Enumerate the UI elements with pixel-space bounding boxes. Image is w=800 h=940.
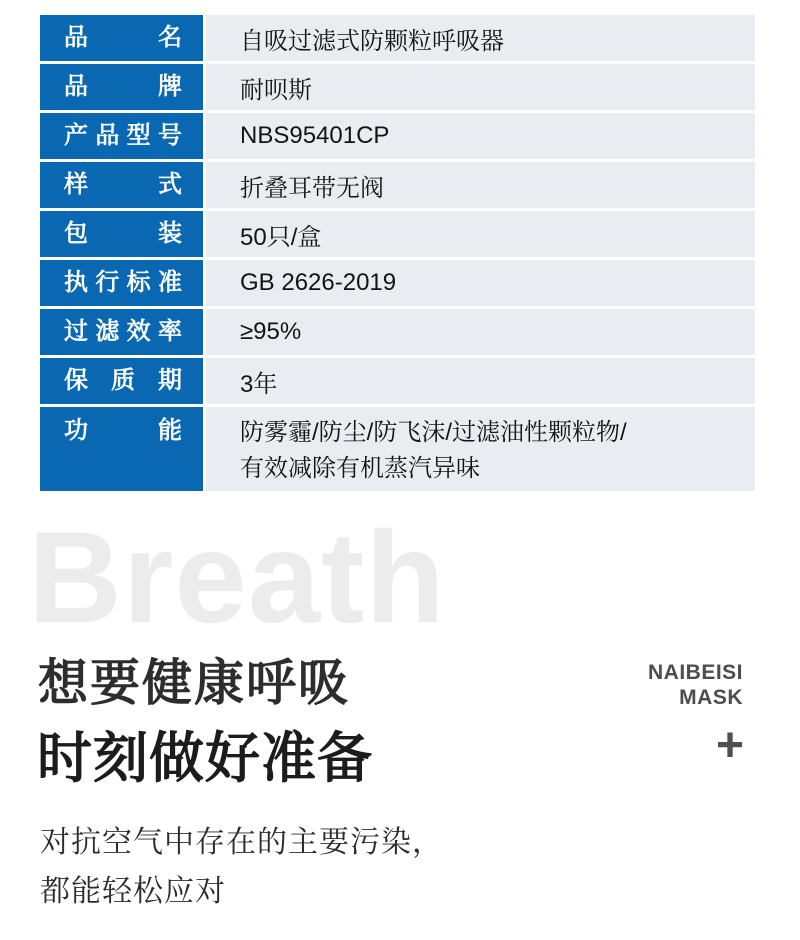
spec-value: 耐呗斯 bbox=[240, 76, 312, 104]
spec-label: 包装 bbox=[64, 219, 183, 247]
spec-label: 功能 bbox=[64, 417, 183, 444]
spec-label: 品牌 bbox=[64, 72, 183, 100]
hero-subtext-line1: 对抗空气中存在的主要污染， bbox=[40, 826, 443, 859]
spec-label-cell bbox=[40, 260, 203, 306]
spec-row-product-name bbox=[40, 15, 755, 61]
hero-headline-line2: 时刻做好准备 bbox=[37, 727, 374, 789]
spec-label-cell bbox=[40, 358, 203, 404]
spec-label-cell bbox=[40, 407, 203, 491]
spec-value-cell bbox=[206, 113, 755, 159]
spec-label-cell bbox=[40, 211, 203, 257]
spec-value-cell bbox=[206, 260, 755, 306]
spec-value-cell bbox=[206, 309, 755, 355]
spec-label-cell bbox=[40, 64, 203, 110]
spec-value-cell bbox=[206, 64, 755, 110]
spec-value: GB 2626-2019 bbox=[240, 269, 397, 296]
spec-value-cell bbox=[206, 15, 755, 61]
spec-value: 折叠耳带无阀 bbox=[240, 174, 384, 202]
hero-subtext-line2: 都能轻松应对 bbox=[40, 875, 226, 908]
breath-watermark-text: Breath bbox=[28, 504, 446, 650]
spec-label-cell bbox=[40, 162, 203, 208]
spec-row-brand bbox=[40, 64, 755, 110]
spec-value: 50只/盒 bbox=[240, 223, 322, 251]
hero-subtext bbox=[40, 818, 443, 916]
spec-value-cell bbox=[206, 407, 755, 491]
spec-value bbox=[240, 415, 627, 487]
spec-label-cell bbox=[40, 309, 203, 355]
spec-value: 3年 bbox=[240, 370, 278, 398]
spec-label: 样式 bbox=[64, 170, 183, 198]
spec-label: 执行标准 bbox=[64, 268, 183, 296]
spec-label: 保质期 bbox=[64, 366, 183, 394]
spec-value-cell bbox=[206, 162, 755, 208]
spec-value-line-2: 有效减除有机蒸汽异味 bbox=[240, 455, 480, 482]
spec-label: 产品型号 bbox=[64, 121, 183, 149]
spec-row-packaging bbox=[40, 211, 755, 257]
spec-row-function bbox=[40, 407, 755, 491]
spec-label: 过滤效率 bbox=[64, 317, 183, 345]
spec-value: ≥95% bbox=[240, 318, 302, 345]
brand-english-line2: MASK bbox=[679, 686, 743, 709]
spec-value: NBS95401CP bbox=[240, 122, 390, 149]
spec-value-line-1: 防雾霾/防尘/防飞沫/过滤油性颗粒物/ bbox=[240, 419, 627, 446]
spec-row-shelf-life bbox=[40, 358, 755, 404]
spec-label-cell bbox=[40, 113, 203, 159]
spec-value: 自吸过滤式防颗粒呼吸器 bbox=[240, 27, 504, 55]
hero-headline-line1: 想要健康呼吸 bbox=[38, 655, 350, 711]
brand-english-line1: NAIBEISI bbox=[647, 661, 743, 684]
spec-label: 品名 bbox=[64, 23, 183, 51]
spec-table bbox=[40, 15, 755, 494]
spec-row-model bbox=[40, 113, 755, 159]
spec-row-style bbox=[40, 162, 755, 208]
spec-value-cell bbox=[206, 358, 755, 404]
spec-label-cell bbox=[40, 15, 203, 61]
spec-row-standard bbox=[40, 260, 755, 306]
plus-decoration-icon: + bbox=[715, 719, 744, 772]
spec-row-filtration bbox=[40, 309, 755, 355]
spec-value-cell bbox=[206, 211, 755, 257]
brand-english-label bbox=[648, 660, 743, 710]
